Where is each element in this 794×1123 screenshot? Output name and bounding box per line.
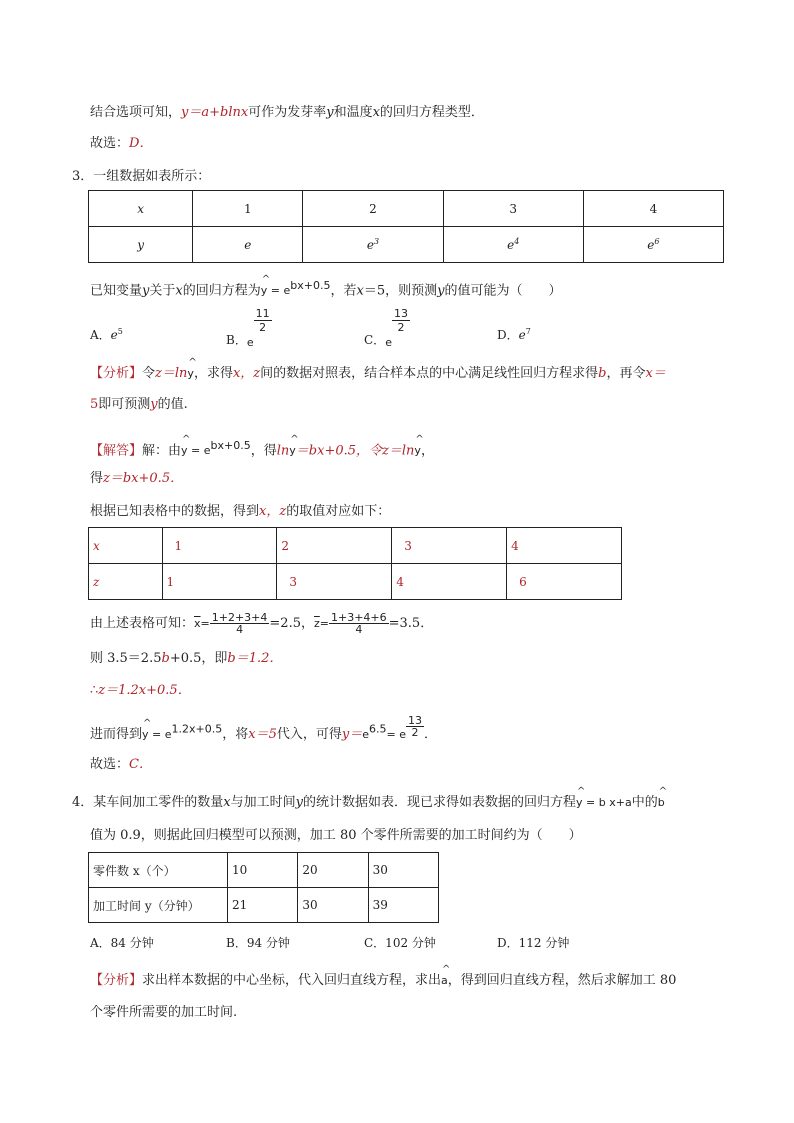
q3-solution-line5: 则 3.5＝2.5b+0.5，即b＝1.2． [90, 651, 283, 666]
table-cell: 1 [162, 528, 277, 564]
table-cell: $e^3$ [303, 227, 443, 263]
q4-stem-line1: 4．某车间加工零件的数量x与加工时间y的统计数据如表．现已求得如表数据的回归方程^ y = b x+a中的^ b [72, 796, 665, 809]
table-row [89, 853, 439, 888]
table-cell: x [89, 528, 163, 564]
table-cell: 2 [277, 528, 392, 564]
table-cell: 4 [392, 564, 507, 600]
q3-analysis-line1: 【分析】令z＝ln^ y，求得x，z间的数据对照表，结合样本点的中心满足线性回归方程求得b，再令x＝ [90, 367, 666, 380]
q3-option-c[interactable]: C．e $\frac{13}{2}$ [364, 307, 408, 349]
q4-option-a[interactable]: A．84 分钟 [90, 936, 154, 950]
table-cell: 3 [443, 191, 583, 227]
q4-option-c[interactable]: C．102 分钟 [364, 936, 436, 950]
table-cell: 39 [368, 888, 438, 923]
table-row [89, 888, 439, 923]
table-cell: 2 [303, 191, 443, 227]
table-cell: 30 [368, 853, 438, 888]
q3-solution-line2: 得z＝bx+0.5． [90, 471, 184, 486]
table-cell: 4 [507, 528, 622, 564]
table-cell: 3 [277, 564, 392, 600]
table-cell: y [89, 227, 193, 263]
q3-xz-table [88, 527, 622, 600]
q4-analysis-line1: 【分析】求出样本数据的中心坐标，代入回归直线方程，求出^ a，得到回归直线方程，然后求解加工 80 [90, 974, 676, 987]
q4-option-d[interactable]: D．112 分钟 [497, 936, 570, 950]
table-row [89, 227, 724, 263]
q3-solution-line3: 根据已知表格中的数据，得到x，z的取值对应如下： [90, 504, 391, 519]
q3-answer: 故选：C． [90, 757, 152, 772]
q4-option-b[interactable]: B．94 分钟 [226, 936, 290, 950]
q3-analysis-line2: 5即可预测y的值. [90, 397, 188, 412]
table-cell: $e^6$ [583, 227, 723, 263]
table-cell: 21 [228, 888, 298, 923]
q4-stem-line2: 值为 0.9，则据此回归模型可以预测，加工 80 个零件所需要的加工时间约为（ ） [90, 828, 582, 843]
table-cell: z [89, 564, 163, 600]
table-cell: 1 [193, 191, 303, 227]
table-cell: 加工时间 y（分钟） [89, 888, 228, 923]
q3-stem: 已知变量y关于x的回归方程为^ $y = e^{bx+0.5}$，若x＝5，则预测y的值可能为（ ） [90, 280, 561, 297]
table-cell: $e^4$ [443, 227, 583, 263]
table-cell: 10 [228, 853, 298, 888]
table-row [89, 528, 622, 564]
table-cell: 3 [392, 528, 507, 564]
table-cell: 零件数 x（个） [89, 853, 228, 888]
q3-title: 3．一组数据如表所示： [72, 169, 211, 184]
table-cell: 20 [298, 853, 368, 888]
table-row [89, 191, 724, 227]
q3-solution-line1: 【解答】解：由^ $y = e^{bx+0.5}$，得ln^ y＝bx+0.5，令z＝ln^ y， [90, 440, 434, 457]
table-cell: 1 [162, 564, 277, 600]
q3-option-d[interactable]: D．$e^7$ [497, 327, 531, 342]
q4-analysis-line2: 个零件所需要的加工时间. [90, 1005, 238, 1020]
prev-conclusion: 结合选项可知，y＝a+blnx可作为发芽率y和温度x的回归方程类型． [90, 105, 484, 120]
table-row [89, 564, 622, 600]
q3-option-a[interactable]: A．$e^5$ [90, 327, 123, 342]
q3-solution-means: 由上述表格可知：$\overline{x}=$ $\frac{1+2+3+4}{4}$ =2.5，$\overline{z}=$ $\frac{1+3+4+6}{4}$ =3.5． [90, 611, 434, 636]
q3-solution-line6: ∴z＝1.2x+0.5． [90, 683, 191, 698]
q3-option-b[interactable]: B．e $\frac{11}{2}$ [226, 307, 270, 349]
q4-data-table [88, 852, 439, 923]
table-cell: 30 [298, 888, 368, 923]
prev-answer: 故选：D． [90, 136, 153, 151]
q3-solution-line7: 进而得到^ $y = e^{1.2x+0.5}$，将x＝5代入，可得$y=e^{6.5}= e$ $\frac{13}{2}$ ． [90, 723, 437, 746]
table-cell: 6 [507, 564, 622, 600]
table-cell: e [193, 227, 303, 263]
table-cell: 4 [583, 191, 723, 227]
q3-data-table [88, 190, 724, 263]
table-cell: x [89, 191, 193, 227]
